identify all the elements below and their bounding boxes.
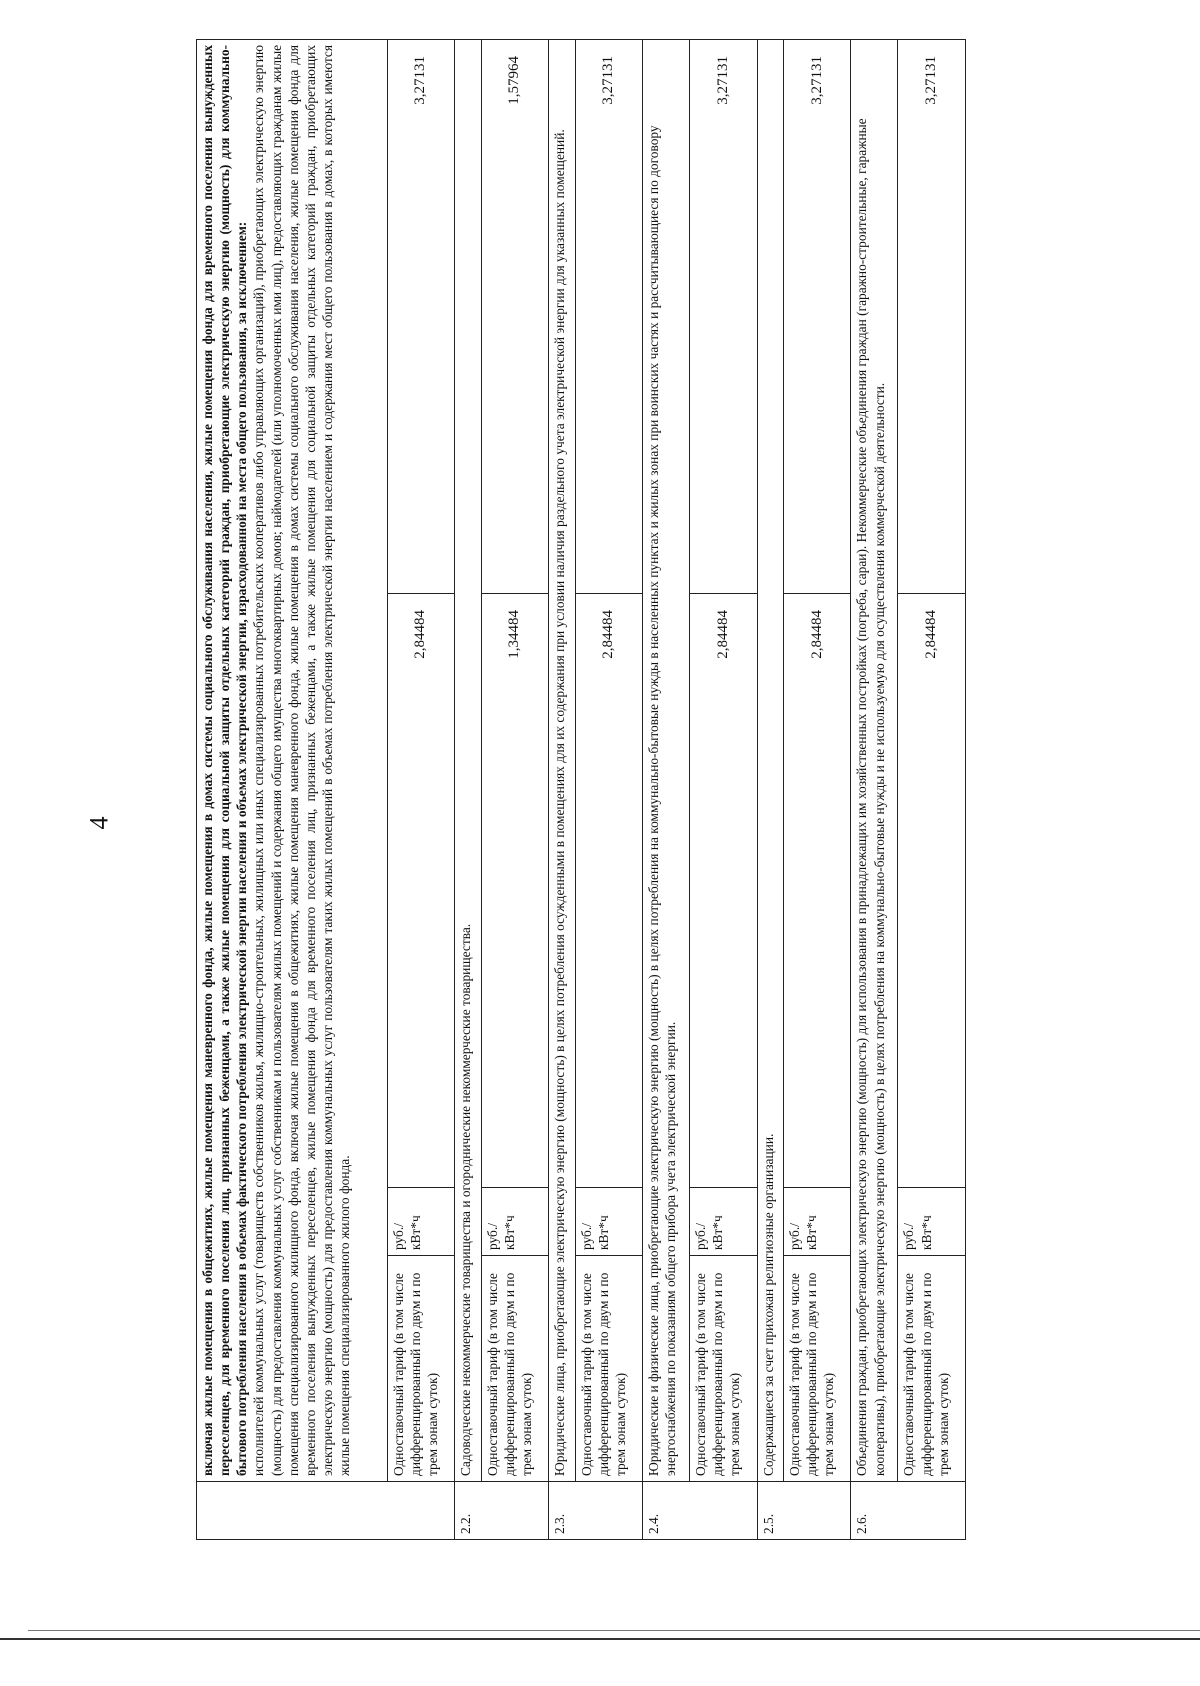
table-row — [643, 39, 690, 1539]
table-row — [455, 39, 481, 1539]
tariff-label: Одноставочный тариф (в том числе дифференцированный по двум и по трем зонам суток) — [690, 1256, 758, 1482]
header-paragraph-row — [197, 39, 388, 1539]
table-row — [575, 39, 643, 1539]
header-bold-text: включая жилые помещения в общежитиях, жилые помещения маневренного фонда, жилые помещения в домах системы социального обслуживания населения, жилые помещения фонда для временного поселения вынужденных переселенцев, для временного поселения лиц, признанных беженцами, а также жилые помещения для социальной защиты отдельных категорий граждан, приобретающие электрическую энергию (мощность) для коммунально-бытового потребления населения в объемах фактического потребления электрической энергии населения и объемах электрической энергии, израсходованной на места общего пользования, за исключением: — [200, 44, 250, 1476]
value-cell: 2,84484 — [575, 594, 643, 1188]
row-title: Юридические и физические лица, приобретающие электрическую энергию (мощность) в целях потребления на коммунально-бытовые нужды в населенных пунктах и жилых зонах при воинских частях и рассчитывающиеся по договору энергоснабжения по показаниям общего прибора учета электрической энергии. — [643, 39, 690, 1481]
tariff-table — [196, 39, 966, 1540]
value-cell: 1,34484 — [481, 594, 549, 1188]
tariff-label: Одноставочный тариф (в том числе дифференцированный по двум и по трем зонам суток) — [575, 1256, 643, 1482]
table-row-number: 2.3. — [549, 1482, 643, 1540]
table-row — [898, 39, 966, 1539]
page-number: 4 — [84, 816, 114, 830]
table-row — [690, 39, 758, 1539]
unit-label: руб./кВт*ч — [898, 1188, 966, 1256]
unit-label: руб./кВт*ч — [481, 1188, 549, 1256]
scan-edge-line — [28, 1630, 1200, 1631]
row-title: Содержащиеся за счет прихожан религиозные организации. — [757, 39, 783, 1481]
value-cell: 3,27131 — [898, 39, 966, 593]
value-cell: 2,84484 — [387, 594, 455, 1188]
table-row-number: 2.4. — [643, 1482, 757, 1540]
table-row — [481, 39, 549, 1539]
unit-label: руб./кВт*ч — [575, 1188, 643, 1256]
value-cell: 2,84484 — [690, 594, 758, 1188]
table-row-number: 2.5. — [757, 1482, 851, 1540]
table-row — [549, 39, 575, 1539]
tariff-label: Одноставочный тариф (в том числе дифференцированный по двум и по трем зонам суток) — [898, 1256, 966, 1482]
table-row-number — [197, 1482, 455, 1540]
value-cell: 1,57964 — [481, 39, 549, 593]
page-bottom-border — [0, 1638, 1200, 1640]
tariff-label: Одноставочный тариф (в том числе дифференцированный по двум и по трем зонам суток) — [481, 1256, 549, 1482]
unit-label: руб./кВт*ч — [690, 1188, 758, 1256]
table-row-number: 2.6. — [851, 1482, 966, 1540]
table-row — [387, 39, 455, 1539]
tariff-table-sheet — [196, 40, 966, 1540]
unit-label: руб./кВт*ч — [783, 1188, 851, 1256]
table-row — [757, 39, 783, 1539]
table-row — [783, 39, 851, 1539]
value-cell: 3,27131 — [575, 39, 643, 593]
value-cell: 2,84484 — [783, 594, 851, 1188]
tariff-label: Одноставочный тариф (в том числе дифференцированный по двум и по трем зонам суток) — [387, 1256, 455, 1482]
row-title: Объединения граждан, приобретающих электрическую энергию (мощность) для использования в принадлежащих им хозяйственных постройках (погреба, сараи). Некоммерческие объединения граждан (гаражно-строительные, гаражные кооперативы), приобретающие электрическую энергию (мощность) в целях потребления на коммунально-бытовые нужды и не используемую для осуществления коммерческой деятельности. — [851, 39, 898, 1481]
table-row — [851, 39, 898, 1539]
value-cell: 2,84484 — [898, 594, 966, 1188]
value-cell: 3,27131 — [387, 39, 455, 593]
table-row-number: 2.2. — [455, 1482, 549, 1540]
header-normal-text: исполнителей коммунальных услуг (товариществ собственников жилья, жилищно-строительных, жилищных или иных специализированных потребительских кооперативов либо управляющих организаций), приобретающих электрическую энергию (мощность) для предоставления коммунальных услуг собственникам и пользователям жилых помещений и содержания общего имущества многоквартирных домов; наймодателей (или уполномоченных ими лиц), предоставляющих гражданам жилые помещения специализированного жилищного фонда, включая жилые помещения в общежитиях, жилые помещения маневренного фонда, жилые помещения в домах системы социального обслуживания населения, жилые помещения фонда для временного поселения вынужденных переселенцев, жилые помещения фонда для временного поселения лиц, признанных беженцами, а также жилые помещения для социальной защиты отдельных категорий граждан, приобретающих электрическую энергию (мощность) для предоставления коммунальных услуг пользователям таких жилых помещений в объемах потребления электрической энергии населением и содержания мест общего пользования в домах, в которых имеются жилые помещения специализированного жилого фонда. — [251, 44, 353, 1476]
row-title: Садоводческие некоммерческие товарищества и огороднические некоммерческие товарищества. — [455, 39, 481, 1481]
value-cell: 3,27131 — [690, 39, 758, 593]
tariff-label: Одноставочный тариф (в том числе дифференцированный по двум и по трем зонам суток) — [783, 1256, 851, 1482]
value-cell: 3,27131 — [783, 39, 851, 593]
row-title: Юридические лица, приобретающие электрическую энергию (мощность) в целях потребления осужденными в помещениях для их содержания при условии наличия раздельного учета электрической энергии для указанных помещений. — [549, 39, 575, 1481]
unit-label: руб./кВт*ч — [387, 1188, 455, 1256]
